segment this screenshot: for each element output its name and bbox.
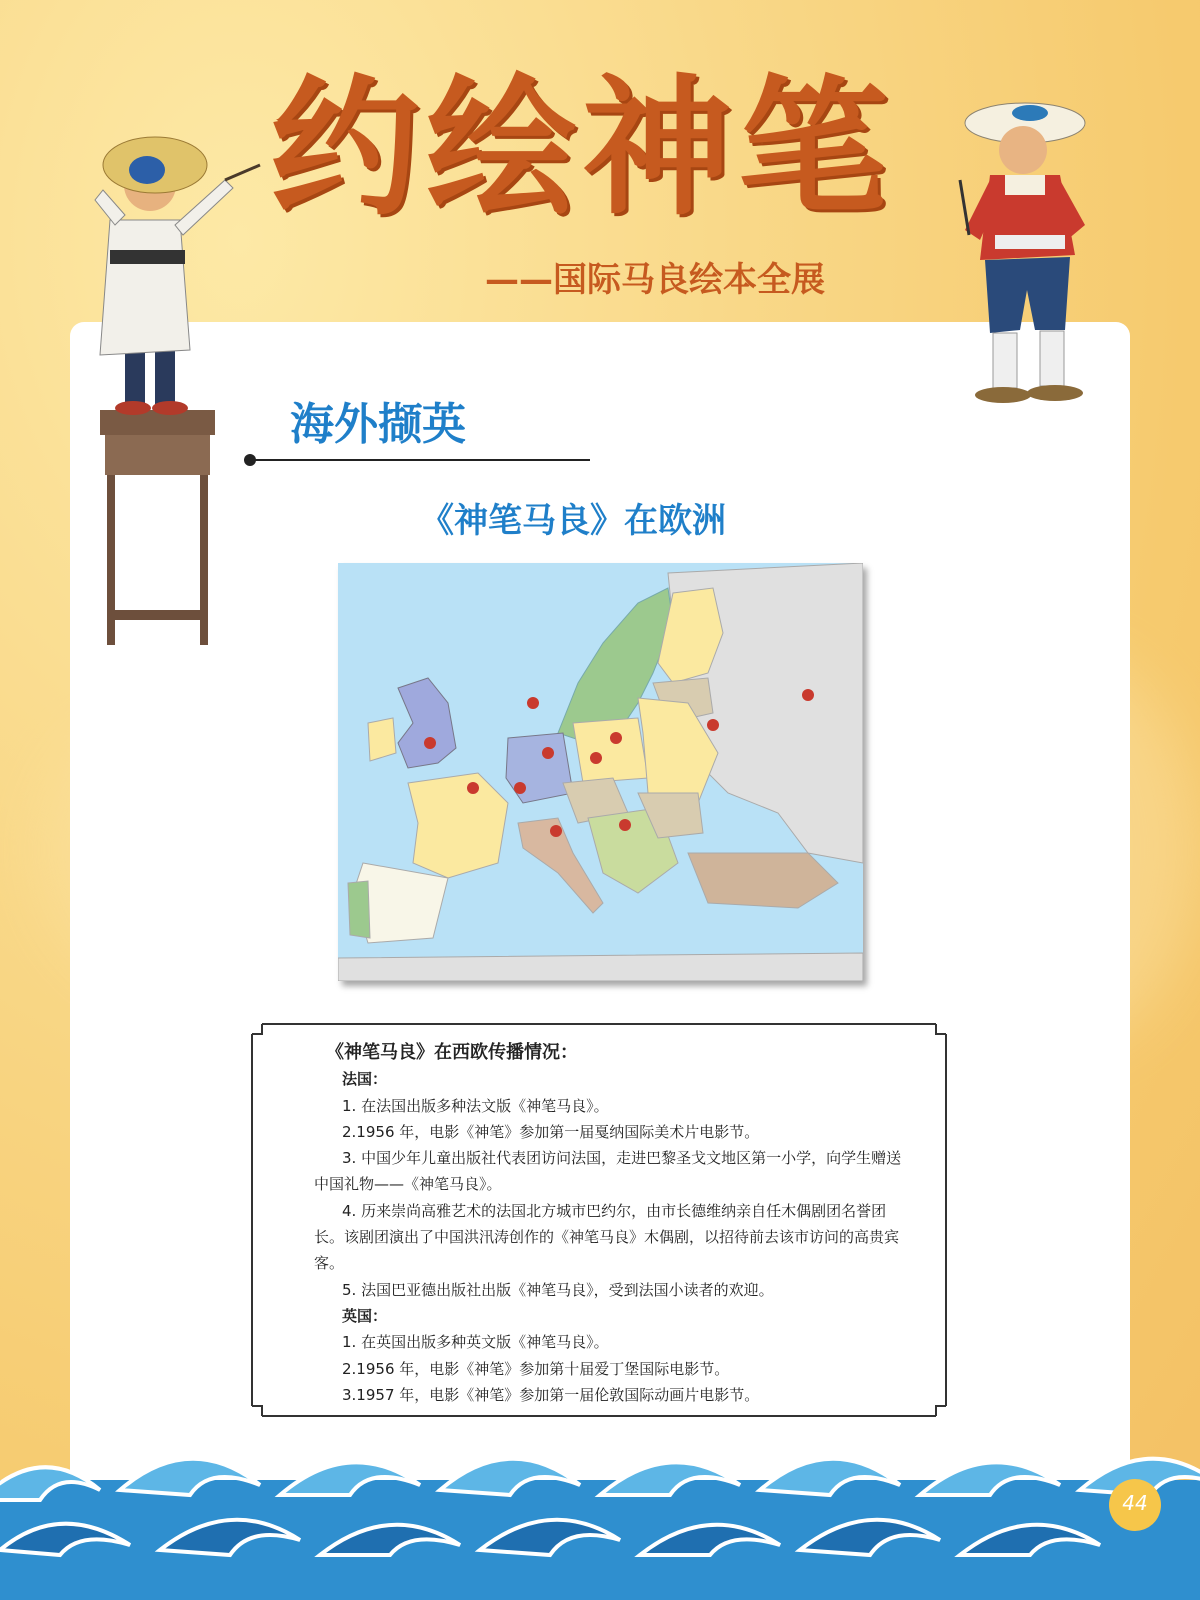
section-rule [250, 459, 590, 461]
boy-standing-illustration [955, 95, 1115, 420]
page-number: 44 [1122, 1491, 1148, 1515]
notes-item: 2.1956 年，电影《神笔》参加第一届戛纳国际美术片电影节。 [342, 1122, 760, 1141]
notes-label-france: 法国： [342, 1070, 388, 1089]
page-title: 约绘神笔 [270, 60, 895, 236]
notes-box [248, 1020, 950, 1420]
europe-map [338, 563, 863, 981]
notes-item: 1. 在英国出版多种英文版《神笔马良》。 [342, 1333, 609, 1352]
notes-item: 1. 在法国出版多种法文版《神笔马良》。 [342, 1096, 609, 1115]
section-title: 海外撷英 [290, 399, 466, 450]
notes-item: 2.1956 年，电影《神笔》参加第十届爱丁堡国际电影节。 [342, 1359, 730, 1378]
notes-heading: 《神笔马良》在西欧传播情况： [326, 1042, 578, 1063]
wave-decoration [0, 1440, 1200, 1600]
notes-item: 4. 历来崇尚高雅艺术的法国北方城市巴约尔，由市长德维纳亲自任木偶剧团名誉团长。该剧团演出了中国洪汛涛创作的《神笔马良》木偶剧，以招待前去该市访问的高贵宾客。 [314, 1201, 900, 1273]
notes-label-uk: 英国： [342, 1306, 388, 1325]
notes-text [314, 1040, 914, 1408]
map-title: 《神笔马良》在欧洲 [420, 501, 726, 541]
notes-item: 3.1957 年，电影《神笔》参加第一届伦敦国际动画片电影节。 [342, 1385, 760, 1404]
notes-item: 5. 法国巴亚德出版社出版《神笔马良》，受到法国小读者的欢迎。 [342, 1280, 774, 1299]
notes-item: 3. 中国少年儿童出版社代表团访问法国，走进巴黎圣戈文地区第一小学，向学生赠送中国礼物——《神笔马良》。 [314, 1149, 902, 1194]
boy-painting-illustration [85, 110, 265, 655]
page-subtitle: ——国际马良绘本全展 [485, 260, 825, 300]
